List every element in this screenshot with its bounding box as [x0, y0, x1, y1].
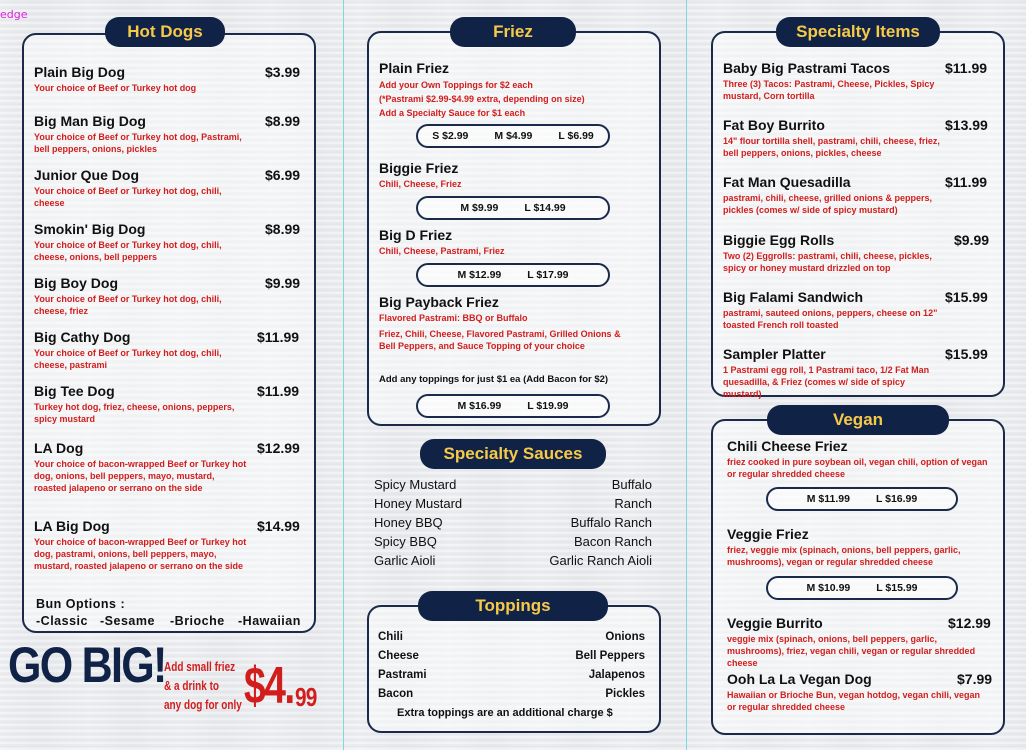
item-name: Big Cathy Dog — [34, 329, 131, 345]
size-option: M $11.99 — [806, 493, 850, 505]
item-name: Junior Que Dog — [34, 167, 139, 183]
promo-line-2: & a drink to — [164, 679, 220, 693]
item-name: Biggie Friez — [379, 160, 459, 176]
specialty-items-title: Specialty Items — [776, 17, 940, 47]
sauce-left-2: Honey BBQ — [374, 515, 443, 530]
menu-item-hotdog-2 — [34, 167, 249, 209]
item-name: Sampler Platter — [723, 346, 826, 362]
sauce-right-3: Bacon Ranch — [573, 534, 652, 549]
item-desc: Your choice of bacon-wrapped Beef or Turkey hot dog, onions, bell peppers, mayo, mustard, roasted jalapeno or serrano on the side — [34, 459, 247, 493]
size-options-chili-cheese-friez — [766, 487, 958, 511]
item-price: $9.99 — [265, 275, 301, 291]
topping-right-3: Pickles — [605, 688, 645, 700]
edge-label: edge — [0, 8, 28, 21]
menu-item-specialty-4 — [723, 289, 943, 331]
menu-item-plain-friez — [379, 60, 649, 119]
menu-item-veggie-friez — [727, 526, 989, 568]
bun-option-brioche: -Brioche — [170, 614, 225, 628]
bun-options-title: Bun Options : — [36, 597, 126, 611]
size-options-big-payback-friez — [416, 394, 610, 418]
item-desc: Two (2) Eggrolls: pastrami, chili, cheese, pickles, spicy or honey mustard drizzled on top — [723, 251, 932, 273]
item-name: Veggie Friez — [727, 526, 809, 542]
bun-option-hawaiian: -Hawaiian — [238, 614, 301, 628]
go-big-headline: GO BIG! — [8, 637, 166, 693]
item-name: Plain Big Dog — [34, 64, 125, 80]
menu-item-hotdog-4 — [34, 275, 249, 317]
menu-item-big-payback-friez — [379, 294, 631, 352]
item-name: Biggie Egg Rolls — [723, 232, 835, 248]
topping-right-1: Bell Peppers — [575, 650, 645, 662]
item-price: $3.99 — [265, 64, 301, 80]
size-option: L $14.99 — [524, 202, 566, 214]
menu-item-chili-cheese-friez — [727, 438, 989, 480]
topping-right-2: Jalapenos — [588, 669, 645, 681]
menu-item-hotdog-7 — [34, 440, 249, 494]
sauce-left-3: Spicy BBQ — [374, 534, 437, 549]
topping-left-1: Cheese — [378, 650, 419, 662]
menu-item-big-d-friez — [379, 227, 649, 257]
item-price: $11.99 — [257, 329, 300, 345]
topping-left-2: Pastrami — [378, 669, 427, 681]
item-desc: Chili, Cheese, Pastrami, Friez — [379, 246, 505, 256]
item-desc: friez, veggie mix (spinach, onions, bell peppers, garlic, mushrooms), vegan or regular shredded cheese — [727, 545, 961, 567]
sauce-left-4: Garlic Aioli — [374, 553, 436, 568]
item-name: Veggie Burrito — [727, 615, 823, 631]
item-name: Chili Cheese Friez — [727, 438, 848, 454]
menu-item-hotdog-6 — [34, 383, 249, 425]
size-option: M $10.99 — [806, 582, 851, 594]
menu-item-hotdog-3 — [34, 221, 249, 263]
item-name: Plain Friez — [379, 60, 450, 76]
item-desc: Your choice of bacon-wrapped Beef or Turkey hot dog, pastrami, onions, bell peppers, mayo, mustard, roasted jalapeno or serrano on the side — [34, 537, 247, 571]
item-name: LA Dog — [34, 440, 84, 456]
sauce-right-2: Buffalo Ranch — [570, 515, 652, 530]
item-desc: Your choice of Beef or Turkey hot dog, chili, cheese, onions, bell peppers — [34, 240, 222, 262]
item-name: Big Falami Sandwich — [723, 289, 864, 305]
item-name: Big Tee Dog — [34, 383, 115, 399]
menu-item-specialty-0 — [723, 60, 943, 102]
item-desc: pastrami, chili, cheese, grilled onions & peppers, pickles (comes w/ side of spicy mustard) — [723, 193, 933, 215]
size-option: L $17.99 — [527, 269, 569, 281]
item-price: $14.99 — [257, 518, 300, 534]
topping-right-0: Onions — [605, 631, 645, 643]
item-desc: Chili, Cheese, Friez — [379, 179, 462, 189]
menu-item-specialty-3 — [723, 232, 943, 274]
friez-title: Friez — [450, 17, 576, 47]
size-option: M $16.99 — [457, 400, 502, 412]
size-option: L $15.99 — [876, 582, 918, 594]
size-option: L $19.99 — [527, 400, 569, 412]
menu-item-hotdog-0 — [34, 64, 249, 94]
item-desc: Friez, Chili, Cheese, Flavored Pastrami, Grilled Onions & Bell Peppers, and Sauce Topping of your choice — [379, 329, 621, 351]
menu-item-specialty-2 — [723, 174, 943, 216]
menu-item-hotdog-5 — [34, 329, 249, 371]
item-desc: friez cooked in pure soybean oil, vegan chili, option of vegan or regular shredded cheese — [727, 457, 988, 479]
item-price: $12.99 — [257, 440, 300, 456]
size-option: M $4.99 — [494, 130, 533, 142]
size-options-plain-friez — [416, 124, 610, 148]
hot-dogs-title: Hot Dogs — [105, 17, 225, 47]
fold-line-right — [686, 0, 687, 750]
item-price: $11.99 — [945, 60, 988, 76]
item-desc: Your choice of Beef or Turkey hot dog, Pastrami, bell peppers, onions, pickles — [34, 132, 242, 154]
item-desc: Your choice of Beef or Turkey hot dog, chili, cheese, friez — [34, 294, 222, 316]
item-desc: Your choice of Beef or Turkey hot dog — [34, 83, 197, 93]
item-desc: Add a Specialty Sauce for $1 each — [379, 108, 526, 118]
size-options-veggie-friez — [766, 576, 958, 600]
item-name: LA Big Dog — [34, 518, 110, 534]
item-desc: Flavored Pastrami: BBQ or Buffalo — [379, 313, 528, 323]
item-desc: Turkey hot dog, friez, cheese, onions, peppers, spicy mustard — [34, 402, 235, 424]
toppings-add-note: Add any toppings for just $1 ea (Add Bacon for $2) — [379, 374, 609, 385]
size-option: L $16.99 — [875, 493, 918, 505]
item-price: $8.99 — [265, 113, 301, 129]
item-price: $7.99 — [957, 671, 993, 687]
menu-item-specialty-5 — [723, 346, 943, 400]
size-option: S $2.99 — [432, 130, 469, 142]
size-options-biggie-friez — [416, 196, 610, 220]
bun-option-classic: -Classic — [36, 614, 88, 628]
topping-left-0: Chili — [378, 631, 403, 643]
topping-left-3: Bacon — [378, 688, 414, 700]
item-desc: pastrami, sauteed onions, peppers, cheese on 12" toasted French roll toasted — [723, 308, 938, 330]
size-option: M $12.99 — [457, 269, 502, 281]
item-desc: (*Pastrami $2.99-$4.99 extra, depending on size) — [379, 94, 585, 104]
specialty-sauces-title: Specialty Sauces — [420, 439, 606, 469]
item-price: $6.99 — [265, 167, 301, 183]
item-name: Smokin' Big Dog — [34, 221, 146, 237]
promo-price-cents: 99 — [295, 682, 317, 712]
item-desc: 1 Pastrami egg roll, 1 Pastrami taco, 1/2 Fat Man quesadilla, & Friez (comes w/ side of spicy mustard) — [723, 365, 930, 399]
menu-item-hotdog-8 — [34, 518, 249, 572]
size-option: L $6.99 — [558, 130, 594, 142]
item-desc: Hawaiian or Brioche Bun, vegan hotdog, vegan chili, vegan or regular shredded cheese — [727, 690, 981, 712]
menu-item-ooh-la-la-vegan-dog — [727, 671, 987, 713]
sauce-left-1: Honey Mustard — [374, 496, 463, 511]
item-price: $9.99 — [954, 232, 990, 248]
item-desc: Your choice of Beef or Turkey hot dog, chili, cheese, pastrami — [34, 348, 222, 370]
fold-line-left — [343, 0, 344, 750]
size-option: M $9.99 — [460, 202, 499, 214]
sauce-right-1: Ranch — [614, 496, 652, 511]
vegan-title: Vegan — [767, 405, 949, 435]
item-name: Baby Big Pastrami Tacos — [723, 60, 891, 76]
toppings-extra-note: Extra toppings are an additional charge $ — [397, 707, 613, 719]
item-name: Ooh La La Vegan Dog — [727, 671, 872, 687]
menu-item-hotdog-1 — [34, 113, 249, 155]
item-price: $13.99 — [945, 117, 988, 133]
item-price: $11.99 — [945, 174, 988, 190]
item-name: Big D Friez — [379, 227, 453, 243]
menu-item-biggie-friez — [379, 160, 649, 190]
item-desc: Your choice of Beef or Turkey hot dog, chili, cheese — [34, 186, 222, 208]
item-name: Big Payback Friez — [379, 294, 499, 310]
size-options-big-d-friez — [416, 263, 610, 287]
sauce-left-0: Spicy Mustard — [374, 477, 457, 492]
promo-line-3: any dog for only — [164, 698, 242, 712]
item-name: Fat Man Quesadilla — [723, 174, 851, 190]
item-price: $11.99 — [257, 383, 300, 399]
promo-line-1: Add small friez — [164, 660, 236, 674]
item-price: $8.99 — [265, 221, 301, 237]
item-desc: Three (3) Tacos: Pastrami, Cheese, Pickles, Spicy mustard, Corn tortilla — [723, 79, 935, 101]
item-desc: veggie mix (spinach, onions, bell peppers, garlic, mushrooms), friez, vegan chili, vegan or regular shredded cheese — [727, 634, 976, 668]
menu-item-specialty-1 — [723, 117, 943, 159]
sauce-right-4: Garlic Ranch Aioli — [549, 553, 652, 568]
item-desc: Add your Own Toppings for $2 each — [379, 80, 533, 90]
item-price: $12.99 — [948, 615, 991, 631]
item-price: $15.99 — [945, 289, 988, 305]
bun-option-sesame: -Sesame — [100, 614, 155, 628]
promo-price: $4. — [244, 657, 294, 715]
item-name: Big Boy Dog — [34, 275, 118, 291]
item-price: $15.99 — [945, 346, 988, 362]
sauce-right-0: Buffalo — [611, 477, 652, 492]
item-name: Big Man Big Dog — [34, 113, 146, 129]
item-desc: 14" flour tortilla shell, pastrami, chili, cheese, friez, bell peppers, onions, pickles, cheese — [723, 136, 940, 158]
toppings-title: Toppings — [418, 591, 608, 621]
item-name: Fat Boy Burrito — [723, 117, 825, 133]
